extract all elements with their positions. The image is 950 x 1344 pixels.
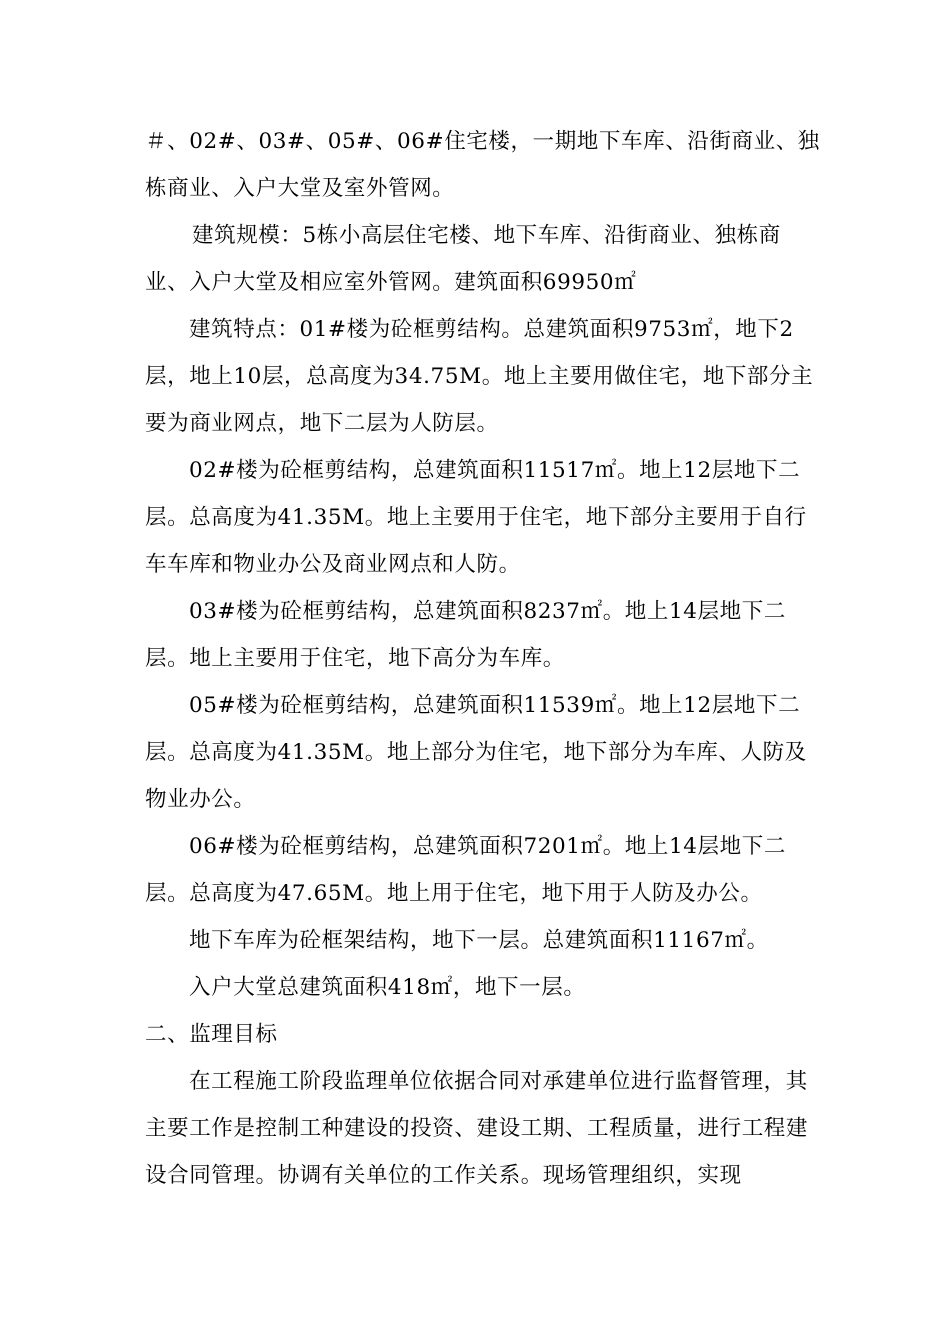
paragraph-building-scale: 建筑规模：5栋小高层住宅楼、地下车库、沿街商业、独栋商业、入户大堂及相应室外管网。建筑面积69950㎡ — [145, 223, 781, 295]
paragraph-building-02: 02#楼为砼框剪结构，总建筑面积11517㎡。地上12层地下二层。总高度为41.35M。地上主要用于住宅，地下部分主要用于自行车车库和物业办公及商业网点和人防。 — [145, 458, 807, 577]
paragraph-building-05: 05#楼为砼框剪结构，总建筑面积11539㎡。地上12层地下二层。总高度为41.35M。地上部分为住宅，地下部分为车库、人防及物业办公。 — [145, 693, 807, 812]
paragraph-building-01: 建筑特点：01#楼为砼框剪结构。总建筑面积9753㎡，地下2层，地上10层，总高度为34.75M。地上主要用做住宅，地下部分主要为商业网点，地下二层为人防层。 — [145, 317, 814, 436]
section-heading-supervision-goals: 二、监理目标 — [145, 1022, 278, 1047]
paragraph-building-03: 03#楼为砼框剪结构，总建筑面积8237㎡。地上14层地下二层。地上主要用于住宅，地下高分为车库。 — [145, 599, 786, 671]
paragraph-garage: 地下车库为砼框架结构，地下一层。总建筑面积11167㎡。 — [189, 928, 769, 953]
document-body — [145, 118, 825, 1199]
paragraph-building-06: 06#楼为砼框剪结构，总建筑面积7201㎡。地上14层地下二层。总高度为47.65M。地上用于住宅，地下用于人防及办公。 — [145, 834, 786, 906]
paragraph-lobby: 入户大堂总建筑面积418㎡，地下一层。 — [189, 975, 586, 1000]
paragraph-project-scope: ＃、02#、03#、05#、06#住宅楼，一期地下车库、沿街商业、独栋商业、入户大堂及室外管网。 — [145, 129, 820, 201]
paragraph-supervision-goals: 在工程施工阶段监理单位依据合同对承建单位进行监督管理，其主要工作是控制工种建设的投资、建设工期、工程质量，进行工程建设合同管理。协调有关单位的工作关系。现场管理组织，实现 — [145, 1069, 809, 1188]
